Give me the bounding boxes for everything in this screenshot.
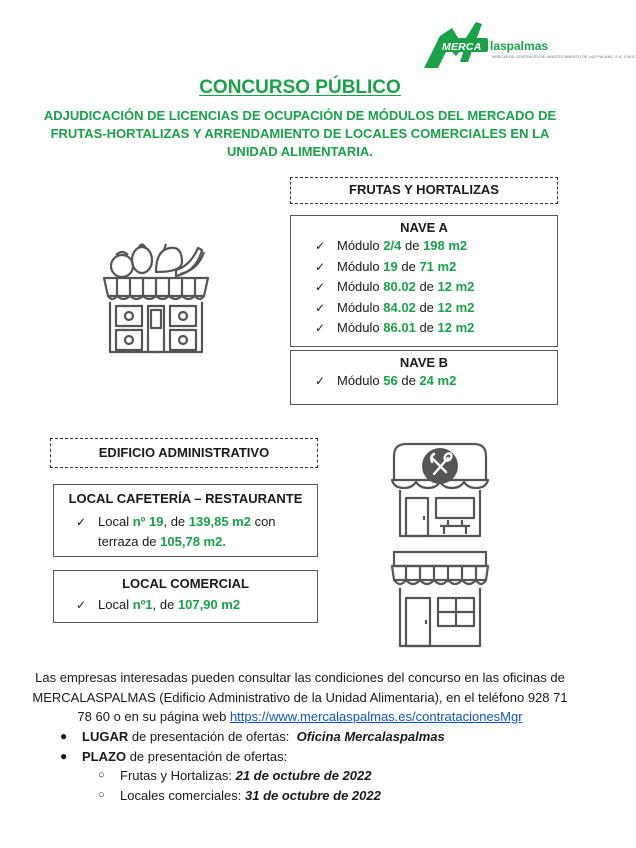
contratacion-link[interactable]: https://www.mercalaspalmas.es/contratacionesMgr xyxy=(229,709,523,724)
list-item: ✓ Módulo 2/4 de 198 m2 xyxy=(315,236,557,257)
logo-merca-text: MERCA xyxy=(442,41,482,53)
checkmark-icon: ✓ xyxy=(315,300,326,315)
logo-laspalmas-text: laspalmas xyxy=(490,39,549,53)
circle-bullet-icon: ○ xyxy=(98,788,105,801)
edificio-heading-box xyxy=(50,438,318,468)
checkmark-icon: ✓ xyxy=(315,374,326,388)
comercial-list xyxy=(54,595,317,616)
plazo-item-frutas: ○ Frutas y Hortalizas: 21 de octubre de 2022 xyxy=(60,766,540,786)
checkmark-icon: ✓ xyxy=(315,321,326,336)
list-item: ✓ Local nº 19, de 139,85 m2 con terraza de 105,78 m2. xyxy=(76,512,317,552)
nave-b-heading: NAVE B xyxy=(399,355,449,370)
lugar-row: ● LUGAR de presentación de ofertas: Oficina Mercalaspalmas xyxy=(60,727,540,747)
list-item: ✓ Módulo 19 de 71 m2 xyxy=(315,257,557,278)
nave-a-heading: NAVE A xyxy=(400,220,448,235)
cafeteria-heading: LOCAL CAFETERÍA – RESTAURANTE xyxy=(68,491,303,506)
page-title: CONCURSO PÚBLICO xyxy=(199,77,401,98)
mercalaspalmas-logo xyxy=(418,18,636,74)
nave-a-list xyxy=(291,236,557,339)
contact-info-text: Las empresas interesadas pueden consultar las condiciones del concurso en las oficinas de MERCALASPALMAS (Edificio Administrativo de la Unidad Alimentaria), en el teléfono 928 71 78 60 o en su página web xyxy=(32,670,568,724)
bullet-icon: ● xyxy=(60,729,68,743)
cafeteria-box xyxy=(53,484,318,557)
edificio-heading: EDIFICIO ADMINISTRATIVO xyxy=(98,445,270,460)
list-item: ✓ Módulo 86.01 de 12 m2 xyxy=(315,318,557,339)
list-item: ✓ Módulo 56 de 24 m2 xyxy=(315,371,557,392)
circle-bullet-icon: ○ xyxy=(98,769,105,781)
comercial-box xyxy=(53,570,318,623)
restaurant-store-icon xyxy=(388,440,492,540)
contact-info xyxy=(30,668,570,727)
list-item: ✓ Módulo 80.02 de 12 m2 xyxy=(315,277,557,298)
comercial-heading: LOCAL COMERCIAL xyxy=(122,576,249,591)
offer-details xyxy=(60,727,540,805)
list-item: ✓ Módulo 84.02 de 12 m2 xyxy=(315,298,557,319)
nave-b-list xyxy=(291,371,557,392)
cafeteria-list xyxy=(54,512,317,552)
market-stall-icon xyxy=(98,240,214,360)
frutas-heading: FRUTAS Y HORTALIZAS xyxy=(349,182,499,197)
checkmark-icon: ✓ xyxy=(315,280,326,295)
checkmark-icon: ✓ xyxy=(76,598,87,612)
nave-b-box xyxy=(290,350,558,405)
list-item: ✓ Local nº1, de 107,90 m2 xyxy=(76,595,317,616)
nave-a-box xyxy=(290,215,558,347)
page-subtitle: ADJUDICACIÓN DE LICENCIAS DE OCUPACIÓN DE MÓDULOS DEL MERCADO DE FRUTAS-HORTALIZAS Y ARRENDAMIENTO DE LOCALES COMERCIALES EN LA UNIDAD ALIMENTARIA. xyxy=(43,108,557,159)
checkmark-icon: ✓ xyxy=(315,259,326,274)
checkmark-icon: ✓ xyxy=(315,239,326,253)
bullet-icon: ● xyxy=(60,748,68,763)
shop-store-icon xyxy=(388,548,492,650)
frutas-heading-box xyxy=(290,177,558,204)
checkmark-icon: ✓ xyxy=(76,515,87,529)
plazo-row: ● PLAZO de presentación de ofertas: xyxy=(60,747,540,767)
plazo-item-locales: ○ Locales comerciales: 31 de octubre de 2022 xyxy=(60,786,540,806)
logo-subtitle: MERCADOS CENTRALES DE ABASTECIMIENTO DE LAS PALMAS, S.A. S.M.E. xyxy=(492,55,636,59)
